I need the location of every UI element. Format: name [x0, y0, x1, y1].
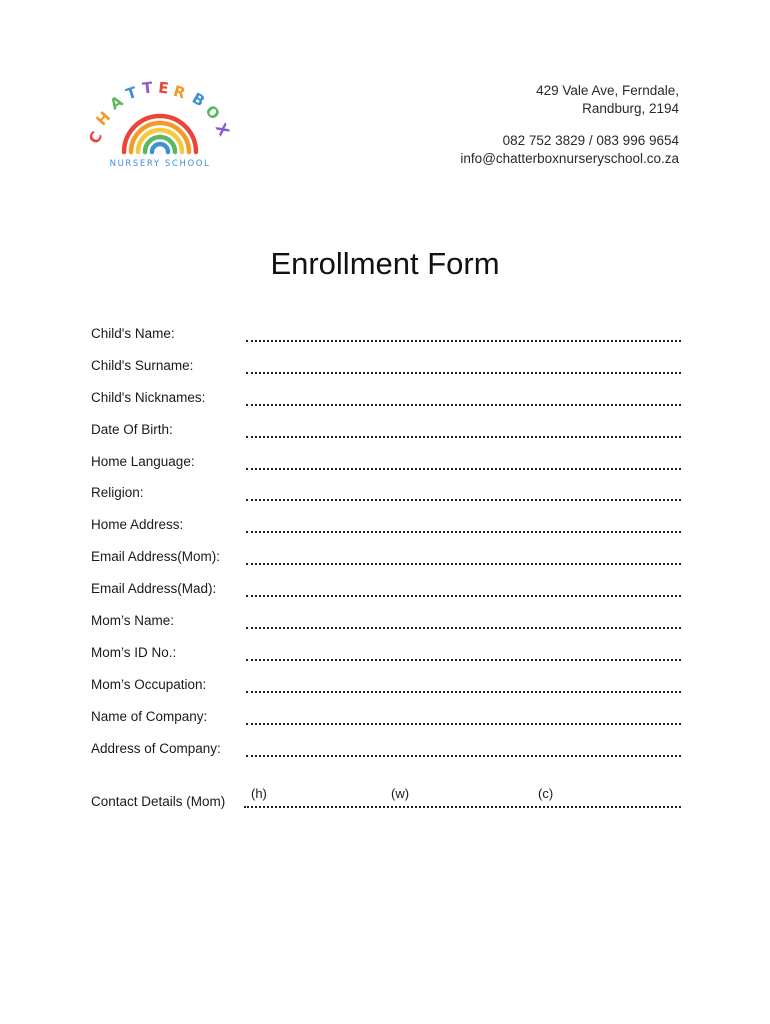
- field-label: Mom’s Name:: [91, 613, 175, 629]
- logo-letter: X: [211, 120, 234, 139]
- field-input-line[interactable]: [246, 723, 681, 725]
- field-input-line[interactable]: [246, 468, 681, 470]
- field-input-line[interactable]: [246, 563, 681, 565]
- field-label: Email Address(Mad):: [91, 581, 217, 597]
- field-input-line[interactable]: [246, 755, 681, 757]
- school-logo: [85, 78, 234, 170]
- logo-letter: T: [141, 78, 154, 98]
- field-label: Mom’s ID No.:: [91, 644, 177, 660]
- email-address: info@chatterboxnurseryschool.co.za: [460, 151, 679, 166]
- form-field-row: [91, 422, 681, 454]
- logo-letter: O: [201, 101, 224, 124]
- field-input-line[interactable]: [246, 531, 681, 533]
- field-input-line[interactable]: [246, 659, 681, 661]
- field-input-line[interactable]: [246, 404, 681, 406]
- address-line-1: 429 Vale Ave, Ferndale,: [536, 83, 679, 98]
- field-label: Home Language:: [91, 453, 195, 469]
- contact-home-label: (h): [251, 786, 267, 801]
- logo-letter: T: [123, 83, 140, 104]
- contact-details-row: [91, 784, 681, 814]
- form-field-row: [91, 549, 681, 581]
- logo-letter: B: [189, 89, 208, 111]
- field-label: Home Address:: [91, 517, 184, 533]
- address-line-2: Randburg, 2194: [582, 101, 679, 116]
- field-label: Child's Name:: [91, 326, 175, 341]
- contact-work-label: (w): [391, 786, 410, 801]
- form-field-row: [91, 485, 681, 517]
- form-field-row: [91, 741, 681, 773]
- field-label: Child's Nicknames:: [91, 389, 206, 405]
- field-input-line[interactable]: [246, 499, 681, 501]
- logo-letter: A: [106, 92, 127, 114]
- field-label: Child's Surname:: [91, 357, 194, 373]
- field-label: Mom’s Occupation:: [91, 676, 207, 692]
- page-title: Enrollment Form: [270, 246, 500, 281]
- logo-letter: R: [171, 81, 188, 103]
- form-field-row: [91, 358, 681, 390]
- field-input-line[interactable]: [246, 595, 681, 597]
- logo-letter: H: [92, 107, 115, 130]
- field-label: Address of Company:: [91, 740, 221, 756]
- field-label: Date Of Birth:: [91, 421, 173, 437]
- form-fields: [91, 326, 681, 772]
- form-field-row: [91, 326, 681, 358]
- form-field-row: [91, 517, 681, 549]
- field-input-line[interactable]: [246, 627, 681, 629]
- form-field-row: [91, 581, 681, 613]
- field-label: Religion:: [91, 485, 144, 501]
- form-field-row: [91, 390, 681, 422]
- contact-cell-label: (c): [538, 786, 554, 801]
- form-field-row: [91, 645, 681, 677]
- rainbow-logo-icon: [85, 78, 234, 170]
- phone-numbers: 082 752 3829 / 083 996 9654: [502, 133, 679, 148]
- form-field-row: [91, 454, 681, 486]
- logo-subtext: NURSERY SCHOOL: [109, 159, 211, 169]
- field-label: Name of Company:: [91, 708, 208, 724]
- contact-details-label: Contact Details (Mom): [91, 794, 226, 809]
- contact-details-input-line[interactable]: [244, 806, 681, 808]
- field-input-line[interactable]: [246, 691, 681, 693]
- field-input-line[interactable]: [246, 436, 681, 438]
- form-field-row: [91, 709, 681, 741]
- logo-letter: C: [85, 128, 107, 147]
- field-input-line[interactable]: [246, 372, 681, 374]
- field-input-line[interactable]: [246, 340, 681, 342]
- school-contact-block: [460, 82, 679, 168]
- form-field-row: [91, 613, 681, 645]
- field-label: Email Address(Mom):: [91, 549, 221, 565]
- logo-letter: E: [157, 78, 170, 98]
- form-field-row: [91, 677, 681, 709]
